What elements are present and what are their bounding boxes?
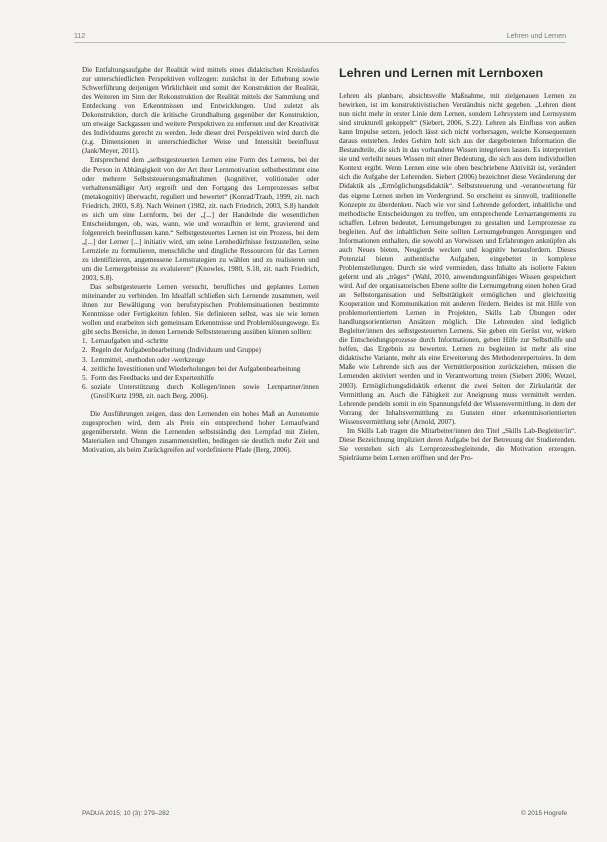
running-header: Lehren und Lernen bbox=[506, 33, 566, 40]
list-number: 3. bbox=[82, 355, 88, 364]
list-number: 5. bbox=[82, 373, 88, 382]
right-column bbox=[339, 92, 576, 463]
list-number: 1. bbox=[82, 337, 88, 346]
list-item bbox=[82, 346, 319, 355]
list-text: soziale Unterstützung durch Kollegen/innen sowie Lernpartner/innen (Greif/Kurtz 1998, zit. nach Berg, 2006). bbox=[91, 382, 319, 400]
paragraph: Die Ausführungen zeigen, dass den Lernenden ein hohes Maß an Autonomie zugesprochen wird, dem als Preis ein entsprechend hoher Lernaufwand gegenübersteht. Wenn die Lernenden selbstständig den Lernpfad mit Zielen, Materialien und Übungen zusammenstellen, bedingen sie deutlich mehr Zeit und Motivation, als beim Zurückgreifen auf vordefinierte Pfade (Berg, 2006). bbox=[82, 409, 319, 454]
list-number: 4. bbox=[82, 364, 88, 373]
list-text: zeitliche Investitionen und Wiederholungen bei der Aufgabenbearbeitung bbox=[91, 364, 301, 373]
list-text: Regeln der Aufgabenbearbeitung (Individuum und Gruppe) bbox=[91, 346, 261, 355]
list-item bbox=[82, 383, 319, 401]
journal-citation-footer: PADUA 2015; 10 (3): 279–282 bbox=[82, 810, 170, 817]
left-column bbox=[82, 66, 319, 455]
list-item bbox=[82, 356, 319, 365]
list-item bbox=[82, 365, 319, 374]
paragraph: Die Entfaltungsaufgabe der Realität wird mittels eines didaktischen Kreislaufes zur unterschiedlichen Perspektiven vollzogen: zunächst in der Erhebung sowie Schwerführung derjenigen Wirklichkeit und somit der Konstruktion der Realität, des Weiteren im Sinn der Rekonstruktion der Realität mittels der Sammlung und Entdeckung von Erkenntnissen und Entwicklungen. Und zuletzt als Dekonstruktion, durch die kritische Grundhaltung gegenüber der Konstruktion, um etwaige Sackgassen und weitere Perspektiven zu entfernen und der Kreativität des Individuums gerecht zu werden. Jede dieser drei Perspektiven wird durch die (z.g. Dimensionen in unterschiedlicher Weise und Intensität beeinflusst (Jank/Meyer, 2011). bbox=[82, 66, 319, 156]
list-number: 2. bbox=[82, 346, 88, 355]
list-item bbox=[82, 337, 319, 346]
list-text: Lernmittel, -methoden oder -werkzeuge bbox=[91, 355, 205, 364]
list-text: Lernaufgaben und -schritte bbox=[91, 337, 169, 346]
list-item bbox=[82, 374, 319, 383]
paragraph: Entsprechend dem „selbstgesteuerten Lernen eine Form des Lernens, bei der die Person in Abhängigkeit von der Art ihrer Lernmotivation selbstbestimmt eine oder mehrere Selbststeuerungsmaßnahmen (kognitiver, volitionaler oder verhaltensmäßiger Art) ergreift und den Fortgang des Lernprozesses selbst (metakognitiv) überwacht, reguliert und bewertet“ (Konrad/Traub, 1999, zit. nach Friedrich, 2003, S.8). Nach Weinert (1982, zit. nach Friedrich, 2003, S.8) handelt es sich um eine Lernform, bei der „[...] der Handelnde die wesentlichen Entscheidungen, ob, was, wann, wie und woraufhin er lernt, gravierend und folgenreich beeinflussen kann.“ Selbstgesteuertes Lernen ist ein Prozess, bei dem „[...] der Lerner [...] initiativ wird, um seine Lernbedürfnisse festzustellen, seine Lernziele zu formulieren, menschliche und dingliche Ressourcen für das Lernen zu identifizieren, angemessene Lernstrategien zu wählen und zu realisieren und um die Lernergebnisse zu evaluieren“ (Knowles, 1980, S.18, zit. nach Friedrich, 2003, S.8). bbox=[82, 156, 319, 283]
list-text: Form des Feedbacks und der Expertenhilfe bbox=[91, 373, 214, 382]
header-rule bbox=[74, 42, 566, 43]
section-title: Lehren und Lernen mit Lernboxen bbox=[339, 66, 544, 80]
paragraph: Das selbstgesteuerte Lernen versucht, berufliches und geplantes Lernen miteinander zu verbinden. Im Idealfall schließen sich Lernende zusammen, weil ihnen zur Bewältigung von berufstypischen Problemsituationen bestimmte Kenntnisse oder Fertigkeiten fehlen. Sie definieren selbst, was sie wie lernen wollen und erarbeiten sich gemeinsam Erkenntnisse und Problemlösungswege. Es gibt sechs Bereiche, in denen Lernende Selbststeuerung ausüben können sollten: bbox=[82, 283, 319, 337]
page-number-header: 112 bbox=[74, 33, 86, 40]
self-regulation-list bbox=[82, 337, 319, 400]
publisher-footer: © 2015 Hogrefe bbox=[521, 810, 567, 817]
list-number: 6. bbox=[82, 382, 88, 391]
paragraph: Im Skills Lab tragen die Mitarbeiter/innen den Titel „Skills Lab-Begleiter/in“. Diese Bezeichnung impliziert deren Aufgabe bei der Betreuung der Studierenden. Sie verstehen sich als Lernprozessbegleitende, die Motivation erzeugen. Spielräume beim Lernen eröffnen und der Pro- bbox=[339, 426, 576, 462]
paragraph: Lehren als planbare, absichtsvolle Maßnahme, mit zielgenauen Lernen zu bewirken, ist im konstruktivistischen Verständnis nicht gegeben. „Lehren dient nun nicht mehr in erster Linie dem Lernen, sondern Lehrsystem und Lernsystem sind strukturell gekoppelt“ (Siebert, 2006, S.22). Lehren als Einfluss von außen kann Impulse setzen, jedoch lässt sich nicht vorhersagen, welche Konsequenzen daraus entstehen. Jedes Gehirn holt sich aus der dargebotenen Information die Bestandteile, die sich in das vorhandene Wissen integrieren lassen. Es interpretiert sie und verleiht neues Wissen mit einer Bedeutung, die sich aus dem individuellen Kontext ergibt. Wenn Lernen eine wie oben beschriebene Aktivität ist, verändert sich die Aufgabe der Lehrenden. Siebert (2006) bezeichnet diese Veränderung der Didaktik als „Ermöglichungsdidaktik“. Selbststeuerung und -verantwortung für das eigene Lernen stehen im Vordergrund. So erscheint es sinnvoll, traditionelle Konzepte zu überdenken. Nach wie vor sind Lehrende gefordert, inhaltliche und methodische Entscheidungen zu treffen, um entsprechende Lernarrangements zu schaffen. Lehren bedeutet, Lernumgebungen zu gestalten und Lernprozesse zu begleiten. Auf der inhaltlichen Seite sollten Lernumgebungen Anregungen und Informationen enthalten, die sowohl an Vorwissen und Erfahrungen anknüpfen als auch Neues bieten, Neugierde wecken und kognitiv herausfordern. Dieses Potenzial bieten authentische Aufgaben, eingebettet in komplexe Problemstellungen. Durch sie wird vermieden, dass Inhalte als isolierte Fakten gelernt und als „träges“ (Wahl, 2010, anwendungsunfähiges Wissen gespeichert wird. Auf der organisatorischen Ebene sollte die Lernumgebung einen hohen Grad an Selbstorganisation und Selbsttätigkeit ermöglichen und gleichzeitig Kooperation und Kommunikation mit anderen fördern. Beides ist mit Hilfe von problemorientiertem Lernen in Projekten, Skills Lab Übungen oder handlungsorientierten Ansätzen möglich. Die Lehrenden sind lediglich Begleiter/innen des selbstgesteuerten Lernens. Sie geben ein Gerüst vor, wirken die Entscheidungsprozesse durch Informationen, geben Hilfe zur Selbsthilfe und helfen, das Ergebnis zu bewerten. Lernen zu begleiten ist mehr als eine didaktische Variante, mehr als eine Erweiterung des Methodenrepertoires. In dem Maße wie Lehrende sich aus der Vermittlerposition zurückziehen, müssen die Lernenden aktiviert werden und in Verantwortung treten (Siebert 2006; Wetzel, 2003). Ermöglichungsdidaktik erkennt die zwei Seiten der Zirkularität der Vermittlung an. Auch die Fähigkeit zur Aneignung muss vermittelt werden. Lehrende pendeln somit in ein Spannungsfeld der Wissensvermittlung, in dem der Vorrang der Inhaltsvermittlung zu Gunsten einer erkenntnisorientierten Wissensvermittlung sehr (Arnold, 2007). bbox=[339, 92, 576, 426]
